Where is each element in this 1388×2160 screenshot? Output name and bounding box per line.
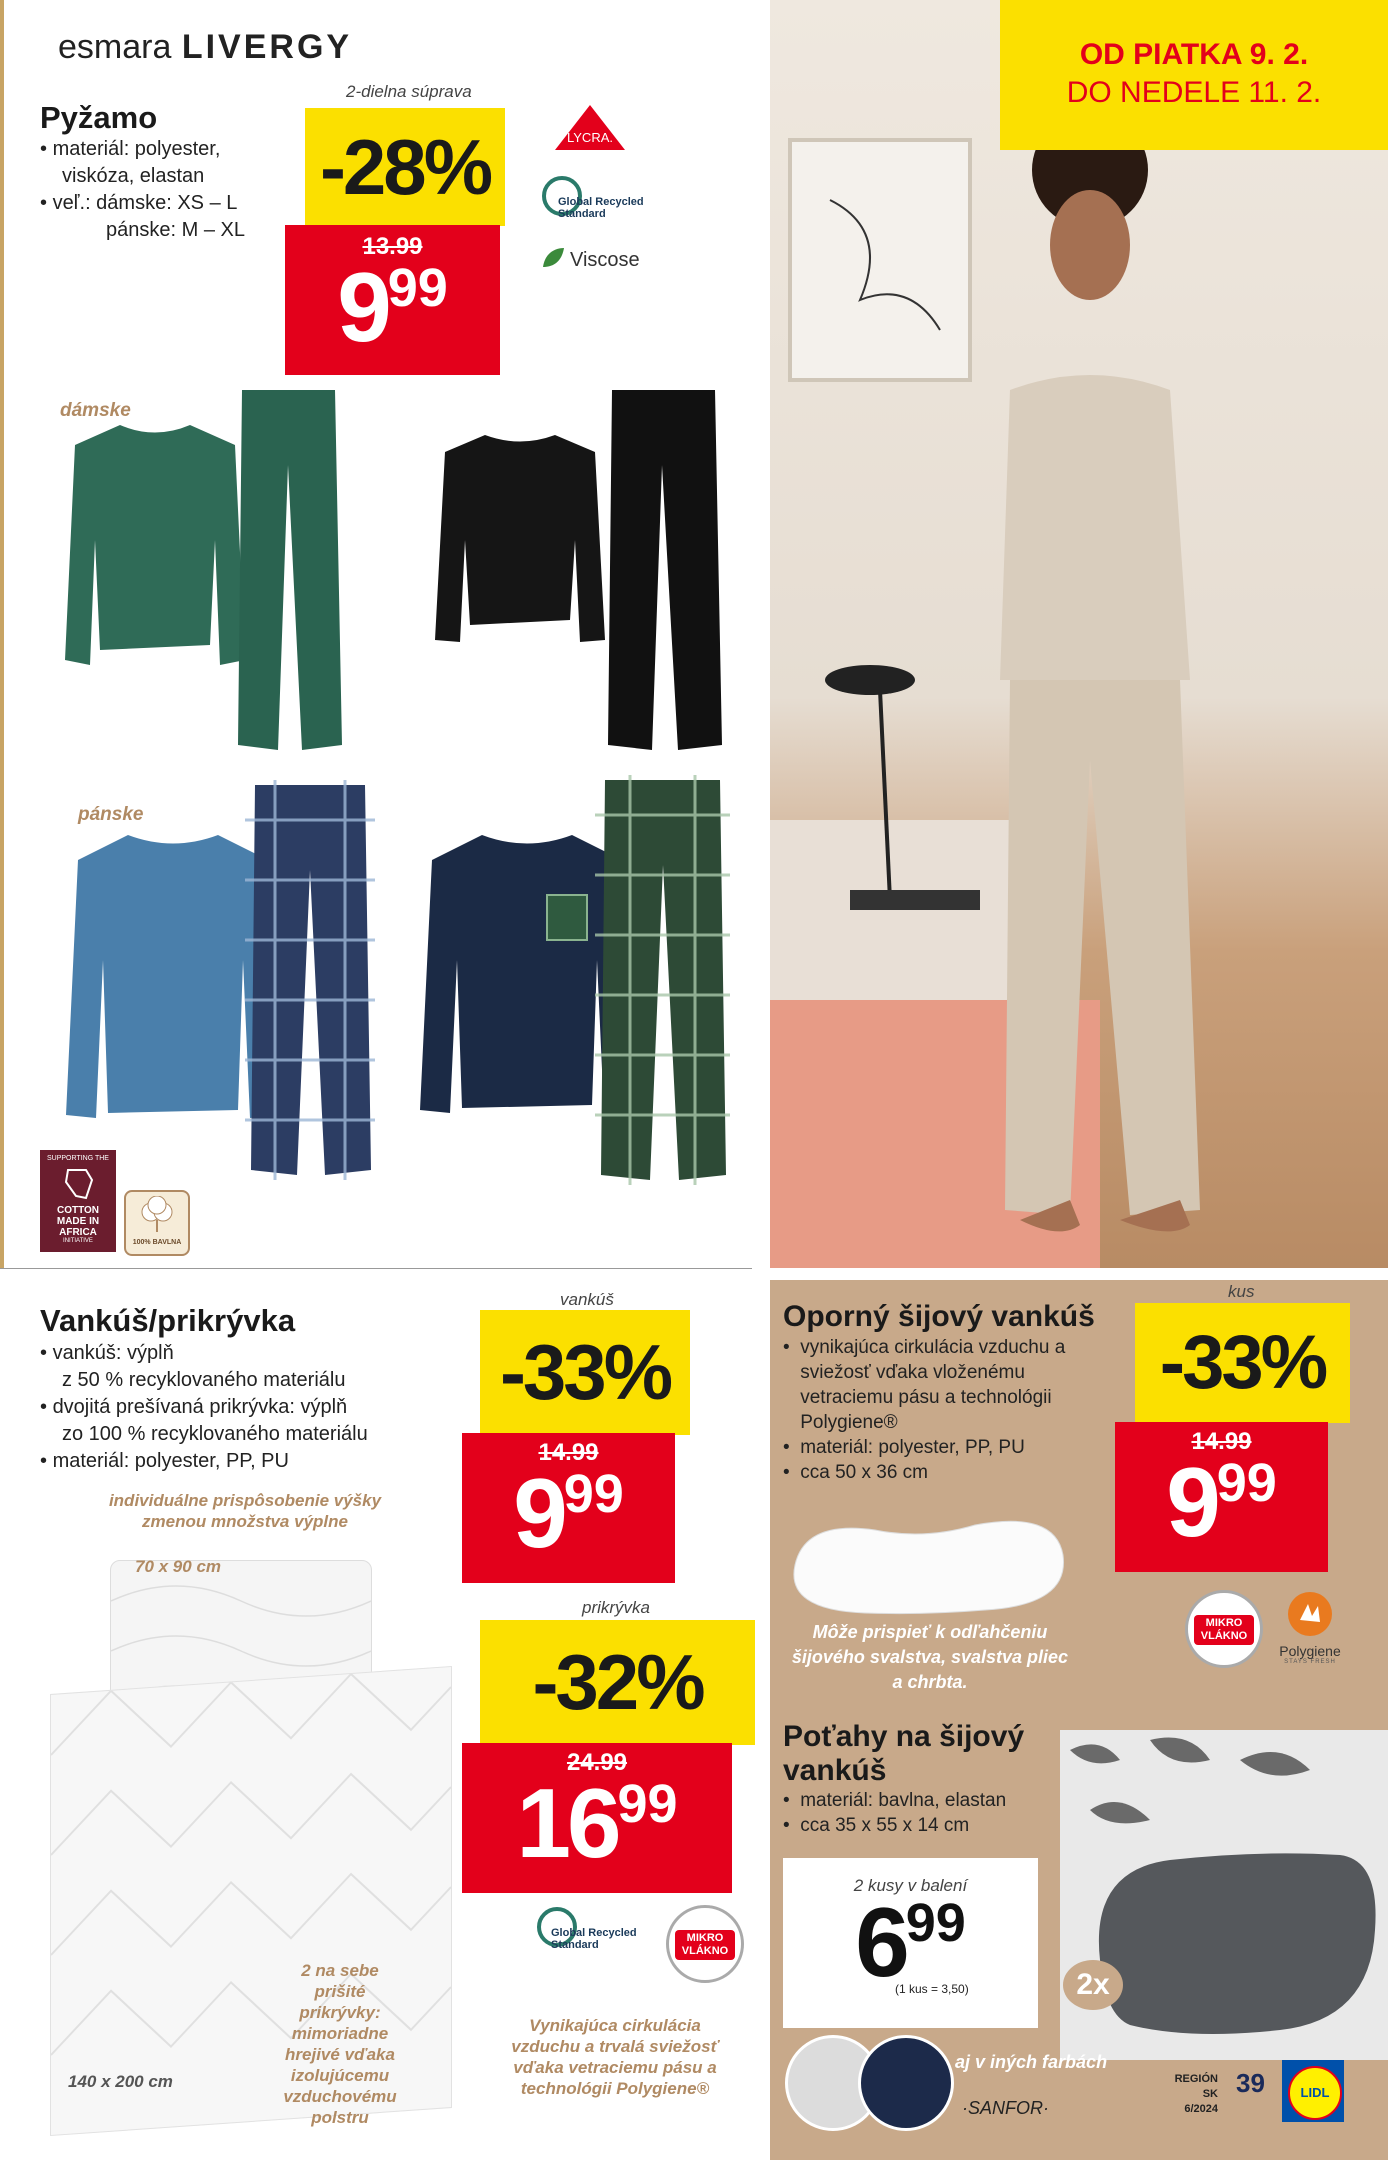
- neck-pillow-image: [785, 1505, 1070, 1620]
- pyzamo-bullets: • materiál: polyester, viskóza, elastan • veľ.: dámske: XS – L pánske: M – XL: [40, 136, 290, 244]
- discount-text: -28%: [319, 123, 491, 211]
- polygiene-icon: [1286, 1590, 1334, 1638]
- set-label: 2-dielna súprava: [346, 82, 472, 101]
- potahy-bullet: cca 35 x 55 x 14 cm: [800, 1815, 970, 1836]
- potahy-bullet: materiál: bavlna, elastan: [800, 1790, 1007, 1811]
- price-box-prikryvka: [462, 1743, 732, 1893]
- old-price: 14.99: [1191, 1428, 1252, 1455]
- price-box-oporny: [1115, 1422, 1328, 1572]
- oporny-bullets: • vynikajúca cirkulácia vzduchu a sviežosť vďaka vloženému vetraciemu pásu a technológii Polygiene® • materiál: polyester, PP, PU • cca 50 x 36 cm: [783, 1335, 1123, 1485]
- page-number: 39: [1236, 2068, 1265, 2098]
- footer-region: [1158, 2072, 1218, 2117]
- price-int: 9: [1166, 1447, 1217, 1557]
- size2: 140 x 200 cm: [68, 2072, 173, 2091]
- vankus-note: individuálne prispôsobenie výšky zmenou množstva výplne: [108, 1491, 382, 1531]
- discount-text: -32%: [532, 1638, 703, 1726]
- left-rule: [0, 0, 4, 1268]
- price-dec: 99: [617, 1774, 678, 1834]
- pyzamo-bullet: materiál: polyester,: [52, 138, 221, 160]
- region-text: REGIÓN SK: [1174, 2073, 1218, 2100]
- label-vankus: vankúš: [560, 1290, 614, 1309]
- date-line2: DO NEDELE 11. 2.: [1066, 76, 1322, 109]
- cat-men: pánske: [78, 804, 144, 825]
- vankus-bullet: materiál: polyester, PP, PU: [52, 1450, 289, 1472]
- price: [462, 1767, 732, 1880]
- plaid-pants-green-image: [595, 775, 730, 1185]
- cotton-icon: [137, 1196, 177, 1234]
- badge-text: COTTON MADE IN AFRICA: [56, 1205, 100, 1238]
- brand-logo: [58, 28, 352, 67]
- mikro-text: MIKRO VLÁKNO: [1194, 1615, 1254, 1645]
- viscose-logo: [540, 245, 660, 275]
- badge-bottom: INITIATIVE: [63, 1238, 93, 1244]
- mikro-text: MIKRO VLÁKNO: [675, 1930, 735, 1960]
- africa-icon: [58, 1166, 98, 1200]
- discount-badge: [305, 108, 505, 226]
- mikro-badge-2: [1185, 1590, 1263, 1668]
- old-price: 24.99: [566, 1749, 628, 1776]
- date-banner: [1000, 0, 1388, 150]
- date-line1: OD PIATKA 9. 2.: [1079, 38, 1309, 71]
- price: [462, 1457, 675, 1570]
- relief-note: Môže prispieť k odľahčeniu šijového svalstva, svalstva pliec a chrbta.: [791, 1622, 1069, 1692]
- price-int: 9: [513, 1458, 564, 1568]
- green-shirt-image: [60, 420, 250, 680]
- label-prikryvka: prikrývka: [582, 1598, 651, 1617]
- circulation-note: Vynikajúca cirkulácia vzduchu a trvalá sviežosť vďaka vetraciemu pásu a technológii Polygiene®: [511, 2016, 719, 2098]
- lycra-text: LYCRA.: [567, 130, 613, 145]
- vankus-bullet: vankúš: výplň: [52, 1342, 174, 1364]
- lycra-logo: [545, 100, 635, 160]
- price-dec: 99: [1216, 1453, 1277, 1513]
- brand-part2: LIVERGY: [181, 28, 353, 66]
- pyzamo-title: Pyžamo: [40, 100, 158, 135]
- count-badge: 2x: [1063, 1960, 1123, 2010]
- oporny-bullet: materiál: polyester, PP, PU: [800, 1437, 1025, 1458]
- pyzamo-bullet: veľ.: dámske: XS – L: [52, 192, 238, 214]
- vankus-bullet: z 50 % recyklovaného materiálu: [62, 1369, 346, 1391]
- price: [285, 251, 500, 364]
- discount-badge-oporny: [1135, 1303, 1350, 1423]
- discount-badge-prikryvka: [480, 1620, 755, 1745]
- lidl-logo: [1282, 2060, 1344, 2122]
- discount-text: -33%: [1159, 1320, 1326, 1405]
- potahy-bullets: • materiál: bavlna, elastan • cca 35 x 55 x 14 cm: [783, 1790, 1007, 1836]
- potahy-photo: [1060, 1730, 1388, 2060]
- price-int: 16: [516, 1768, 618, 1878]
- badge-top: SUPPORTING THE: [47, 1155, 109, 1162]
- oporny-title: Oporný šijový vankúš: [783, 1300, 1095, 1333]
- grs-text: Global Recycled Standard: [551, 1927, 637, 1951]
- oporny-unit: kus: [1228, 1282, 1255, 1301]
- price-box: [285, 225, 500, 375]
- black-shirt-image: [430, 430, 610, 645]
- sewn-note: 2 na sebe prišité prikrývky: mimoriadne hrejivé vďaka izolujúcemu vzduchovému polstru: [283, 1961, 397, 2127]
- potahy-price-box: [783, 1858, 1038, 2028]
- polygiene-logo: [1265, 1590, 1355, 1680]
- vankus-bullet: dvojitá prešívaná prikrývka: výplň: [52, 1396, 348, 1418]
- vankus-title: Vankúš/prikrývka: [40, 1303, 296, 1338]
- grs-text: Global Recycled Standard: [558, 196, 644, 220]
- polygiene-sub: STAYS FRESH: [1284, 1659, 1336, 1665]
- pack-label: 2 kusy v balení: [853, 1876, 968, 1895]
- potahy-title: Poťahy na šijový vankúš: [783, 1720, 1025, 1787]
- old-price: 14.99: [538, 1439, 599, 1466]
- price-int: 9: [337, 252, 388, 362]
- price-dec: 99: [387, 258, 448, 318]
- lidl-text: LIDL: [1288, 2066, 1342, 2120]
- section-divider: [0, 1268, 752, 1269]
- price-dec: 99: [563, 1464, 624, 1524]
- brand-part1: esmara: [58, 28, 172, 66]
- week-text: 6/2024: [1184, 2103, 1218, 2115]
- discount-text: -33%: [499, 1328, 671, 1416]
- price: [1115, 1446, 1328, 1559]
- viscose-text: Viscose: [570, 249, 640, 271]
- pyzamo-bullet: viskóza, elastan: [62, 165, 205, 187]
- discount-badge-vankus: [480, 1310, 690, 1435]
- size1: 70 x 90 cm: [135, 1557, 222, 1576]
- green-pants-image: [230, 385, 345, 755]
- polygiene-text: Polygiene: [1279, 1643, 1341, 1659]
- swatch-navy: [858, 2035, 954, 2131]
- pyzamo-bullet: pánske: M – XL: [106, 219, 245, 241]
- grs-logo-2: [535, 1905, 655, 1955]
- grs-logo: [540, 174, 660, 224]
- black-pants-image: [600, 385, 725, 755]
- vankus-bullet: zo 100 % recyklovaného materiálu: [62, 1423, 368, 1445]
- cat-women: dámske: [60, 400, 131, 421]
- lifestyle-photo: [770, 0, 1388, 1268]
- bavlna-badge: [124, 1190, 190, 1256]
- sanfor-logo: ·SANFOR·: [962, 2098, 1049, 2118]
- price-int: 6: [855, 1887, 906, 1997]
- price-dec: 99: [905, 1893, 966, 1953]
- oporny-bullet: cca 50 x 36 cm: [800, 1462, 928, 1483]
- old-price: 13.99: [362, 233, 423, 260]
- plaid-pants-blue-image: [245, 780, 375, 1180]
- cotton-africa-badge: [40, 1150, 116, 1252]
- colors-note: aj v iných farbách: [955, 2052, 1108, 2072]
- vankus-bullets: • vankúš: výplň z 50 % recyklovaného materiálu • dvojitá prešívaná prikrývka: výplň zo 100 % recyklovaného materiálu • materiál: polyester, PP, PU: [40, 1340, 470, 1475]
- mikro-badge: [666, 1905, 744, 1983]
- oporny-bullet: vynikajúca cirkulácia vzduchu a sviežosť vďaka vloženému vetraciemu pásu a technológii Polygiene®: [800, 1337, 1066, 1433]
- price-box-vankus: [462, 1433, 675, 1583]
- badge-bavlna-text: 100% BAVLNA: [132, 1239, 182, 1246]
- unit-price: (1 kus = 3,50): [895, 1982, 969, 1996]
